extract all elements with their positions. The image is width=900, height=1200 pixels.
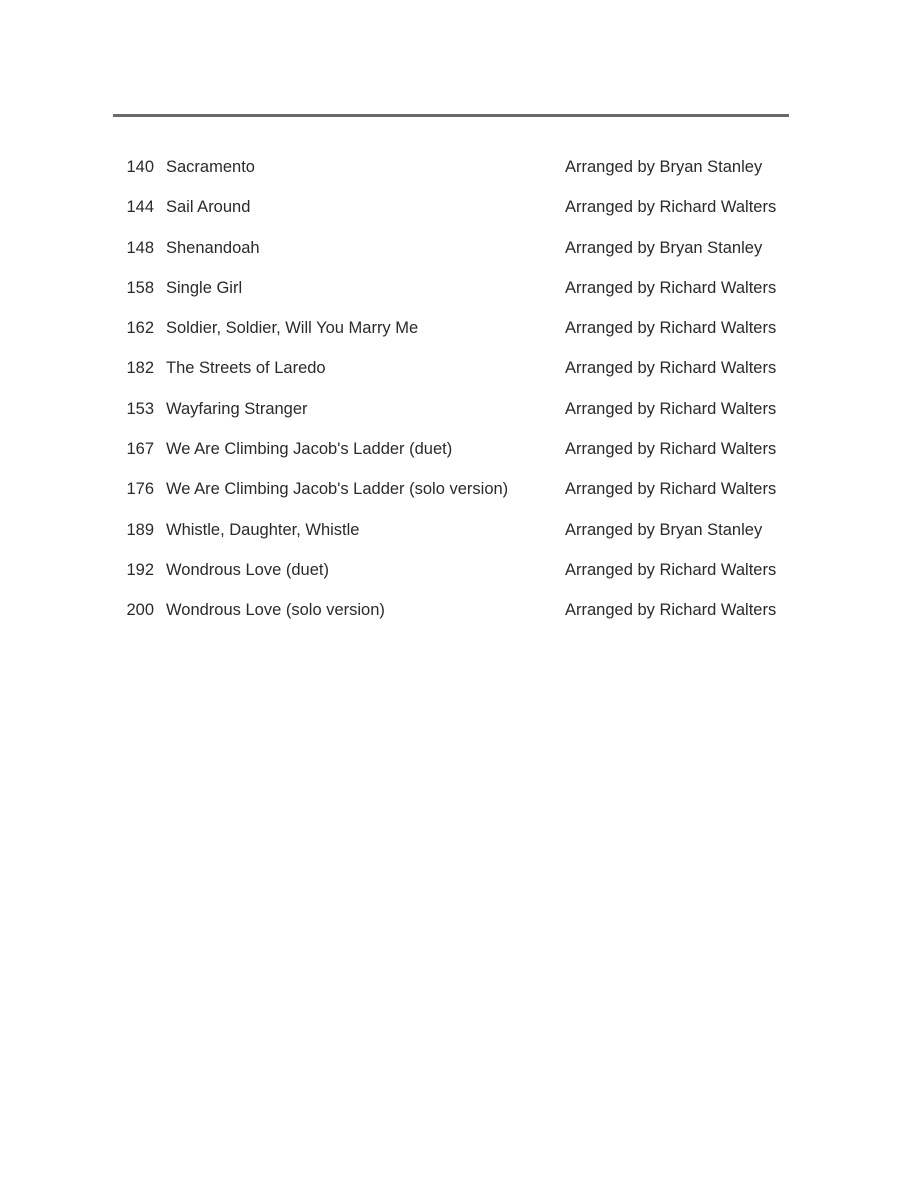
song-title: We Are Climbing Jacob's Ladder (duet): [166, 440, 453, 459]
toc-entry: [0, 146, 900, 186]
page-number: 167: [126, 440, 154, 459]
song-title: Wayfaring Stranger: [166, 399, 308, 418]
song-title: We Are Climbing Jacob's Ladder (solo version): [166, 480, 509, 499]
toc-entry: [0, 267, 900, 307]
song-title: Soldier, Soldier, Will You Marry Me: [166, 319, 419, 338]
arranger-credit: Arranged by Richard Walters: [565, 601, 777, 620]
arranger-credit: Arranged by Richard Walters: [565, 198, 777, 217]
page-number: 200: [126, 601, 154, 620]
arranger-credit: Arranged by Bryan Stanley: [565, 158, 763, 176]
arranger-credit: Arranged by Richard Walters: [565, 440, 777, 459]
toc-entry: [0, 509, 900, 549]
song-title: Sail Around: [166, 198, 251, 217]
page-number: 182: [126, 359, 154, 378]
page-number: 153: [126, 399, 154, 418]
song-title: Wondrous Love (solo version): [166, 601, 385, 620]
song-title: Shenandoah: [166, 238, 260, 257]
song-title: The Streets of Laredo: [166, 359, 326, 378]
toc-entry: [0, 468, 900, 508]
toc-entry: [0, 307, 900, 347]
toc-entry: [0, 347, 900, 387]
arranger-credit: Arranged by Richard Walters: [565, 319, 777, 338]
toc-entry: [0, 428, 900, 468]
arranger-credit: Arranged by Richard Walters: [565, 278, 777, 297]
page-number: 144: [126, 198, 154, 217]
table-of-contents: [0, 146, 900, 630]
arranger-credit: Arranged by Richard Walters: [565, 560, 777, 579]
toc-entry: [0, 388, 900, 428]
top-divider-rule: [113, 114, 789, 117]
arranger-credit: Arranged by Richard Walters: [565, 399, 777, 418]
song-title: Single Girl: [166, 278, 243, 297]
toc-entry: [0, 227, 900, 267]
page-number: 158: [126, 278, 154, 297]
toc-entry: [0, 549, 900, 589]
song-title: Sacramento: [166, 158, 255, 176]
arranger-credit: Arranged by Bryan Stanley: [565, 520, 763, 539]
page-number: 148: [126, 238, 154, 257]
arranger-credit: Arranged by Bryan Stanley: [565, 238, 763, 257]
page-number: 189: [126, 520, 154, 539]
page-number: 176: [126, 480, 154, 499]
page-number: 140: [126, 158, 154, 176]
toc-entry: [0, 589, 900, 629]
page-number: 192: [126, 560, 154, 579]
page-number: 162: [126, 319, 154, 338]
song-title: Whistle, Daughter, Whistle: [166, 520, 360, 539]
arranger-credit: Arranged by Richard Walters: [565, 480, 777, 499]
arranger-credit: Arranged by Richard Walters: [565, 359, 777, 378]
song-title: Wondrous Love (duet): [166, 560, 329, 579]
toc-entry: [0, 186, 900, 226]
